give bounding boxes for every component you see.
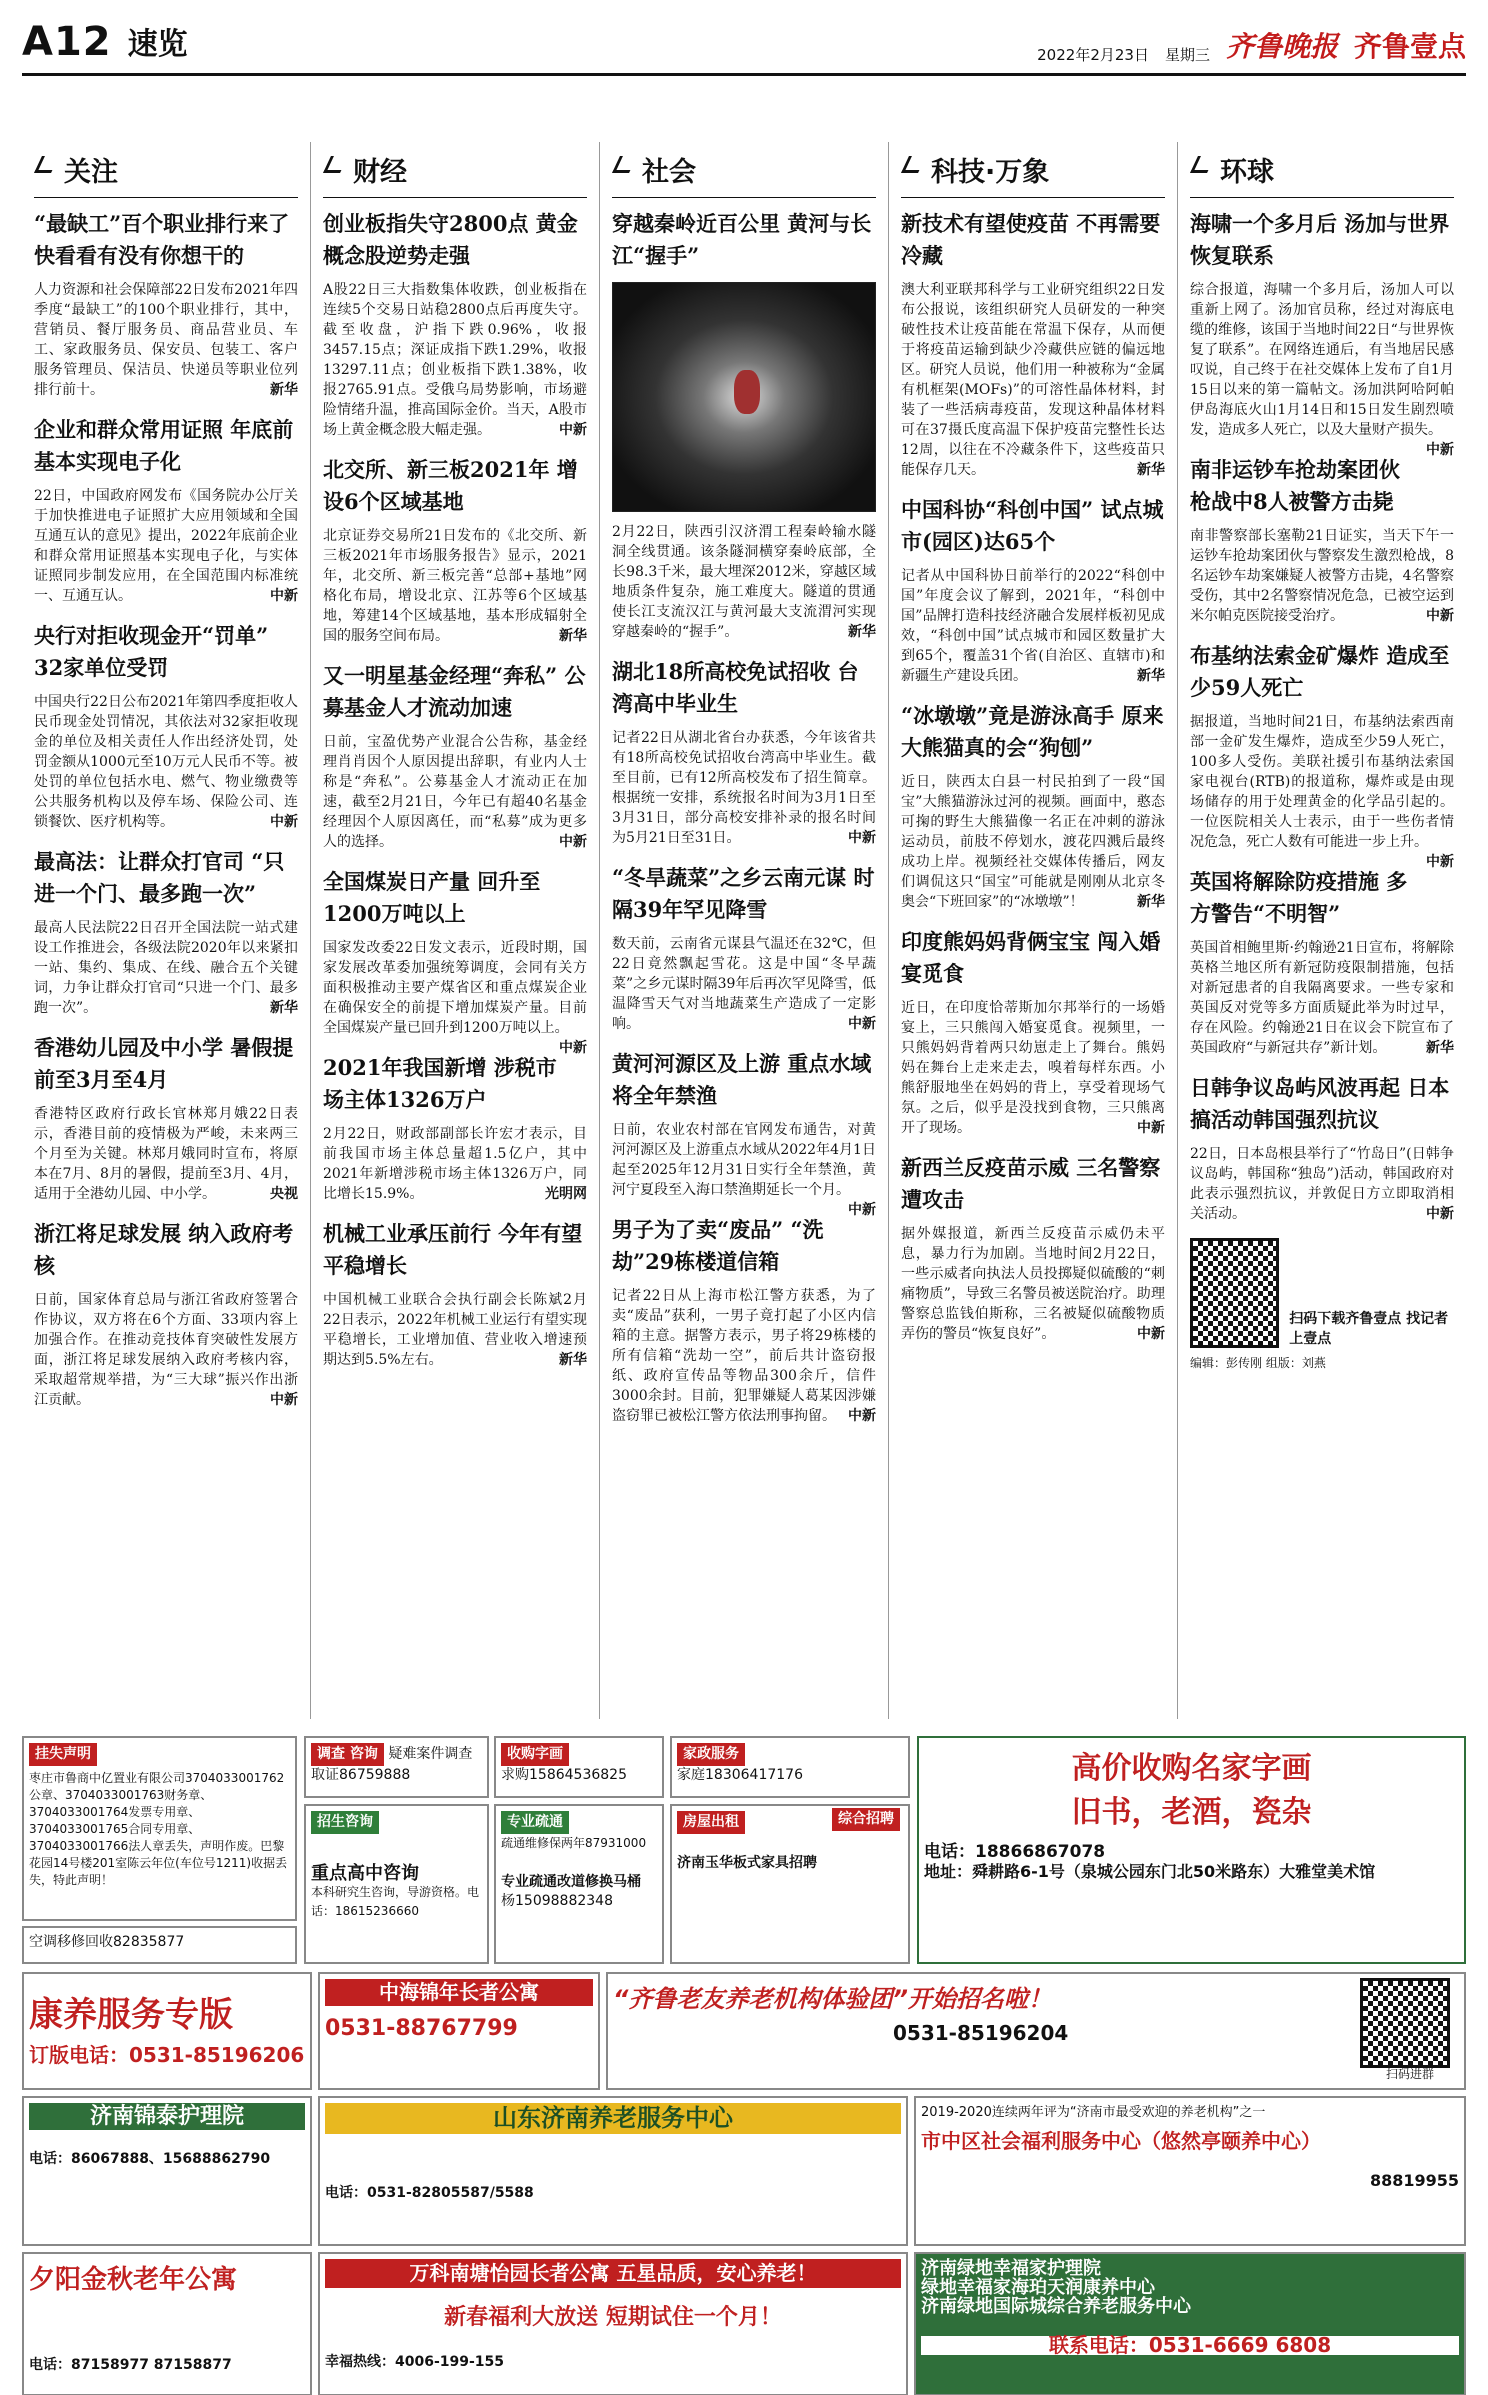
article-source: 中新 — [1426, 854, 1454, 870]
article-source: 中新 — [559, 422, 587, 438]
page-number: A12 — [22, 19, 112, 65]
article[interactable] — [1190, 454, 1454, 626]
article-text: 记者22日从上海市松江警方获悉，为了卖“废品”获利，一男子竟打起了小区内信箱的主意。据警方表示，男子将29栋楼的所有信箱“洗劫一空”，前后共计盗窃报纸、政府宣传品等物品300余斤，信件3000余封。目前，犯罪嫌疑人葛某因涉嫌盗窃罪已被松江警方依法刑事拘留。 — [612, 1288, 876, 1424]
brand-logo-2: 齐鲁壹点 — [1353, 30, 1466, 63]
welfare-ad: 2019-2020连续两年评为“济南市最受欢迎的养老机构”之一 市中区社会福利服务中心（悠然亭颐养中心） 88819955 — [914, 2096, 1466, 2246]
column-2 — [311, 142, 600, 1719]
article-text: 澳大利亚联邦科学与工业研究组织22日发布公报说，该组织研究人员研发的一种突破性技术让疫苗能在常温下保存，从而便于将疫苗运输到缺少冷藏供应链的偏远地区。研究人员说，他们用一种被称为“金属有机框架(MOFs)”的可溶性晶体材料，封装了一些活病毒疫苗，发现这种晶体材料可在37摄氏度高温下保护疫苗完整性长达12周，以往在不冷藏条件下，这些疫苗只能保存几天。 — [901, 282, 1165, 478]
article-text: 据报道，当地时间21日，布基纳法索西南部一金矿发生爆炸，造成至少59人死亡，100多人受伤。美联社援引布基纳法索国家电视台(RTB)的报道称，爆炸或是由现场储存的用于处理黄金的化学品引起的。一位医院相关人士表示，由于一些伤者情况危急，死亡人数有可能进一步上升。 — [1190, 714, 1454, 850]
article[interactable] — [323, 454, 587, 646]
article[interactable] — [1190, 208, 1454, 458]
article-headline[interactable]: 布基纳法索金矿爆炸 造成至少59人死亡 — [1190, 643, 1450, 700]
article-text: 记者从中国科协日前举行的2022“科创中国”年度会议了解到，2021年，“科创中国”品牌打造科技经济融合发展样板初见成效，“科创中国”试点城市和园区数量扩大到65个，覆盖31个省(自治区、直辖市)和新疆生产建设兵团。 — [901, 568, 1165, 684]
article-source: 中新 — [848, 830, 876, 846]
article-source: 新华 — [559, 1352, 587, 1368]
ads-section — [22, 1736, 1466, 2395]
jintai-ad: 济南锦泰护理院 电话：86067888、15688862790 — [22, 2096, 312, 2246]
purchase-ad: 收购字画 求购15864536825 — [494, 1736, 664, 1798]
article-columns — [22, 142, 1466, 1719]
article-headline[interactable]: “最缺工”百个职业排行来了 快看看有没有你想干的 — [34, 211, 290, 268]
article-text: 2月22日，陕西引汉济渭工程秦岭输水隧洞全线贯通。该条隧洞横穿秦岭底部，全长98.3千米，最大埋深2012米，穿越区域地质条件复杂，施工难度大。隧道的贯通使长江支流汉江与黄河最大支流渭河实现穿越秦岭的“握手”。 — [612, 524, 876, 640]
article-headline[interactable]: 香港幼儿园及中小学 暑假提前至3月至4月 — [34, 1035, 294, 1092]
vanke-ad: 万科南塘怡园长者公寓 五星品质，安心养老！ 新春福利大放送 短期试住一个月！ 幸福热线：4006-199-155 — [318, 2252, 908, 2395]
article[interactable] — [612, 1048, 876, 1218]
article-body — [612, 1120, 876, 1218]
jinxiu-ad: 中海锦年长者公寓 0531-88767799 — [318, 1972, 600, 2090]
article-text: 南非警察部长塞勒21日证实，当天下午一运钞车抢劫案团伙与警察发生激烈枪战，8名运钞车劫案嫌疑人被警方击毙，4名警察受伤，其中2名警察情况危急，已被空运到米尔帕克医院接受治疗。 — [1190, 528, 1454, 624]
column-1 — [22, 142, 311, 1719]
article-text: 人力资源和社会保障部22日发布2021年四季度“最缺工”的100个职业排行，其中，营销员、餐厅服务员、商品营业员、车工、家政服务员、保安员、包装工、客户服务管理员、保洁员、快递员等职业位列排行前十。 — [34, 282, 298, 398]
house-ad: 房屋出租 济南玉华板式家具招聘 综合招聘 — [670, 1804, 910, 1964]
column-4 — [889, 142, 1178, 1719]
article-body — [323, 1124, 587, 1204]
article-source: 中新 — [1426, 1206, 1454, 1222]
article-headline[interactable]: 创业板指失守2800点 黄金概念股逆势走强 — [323, 211, 578, 268]
issue-date: 2022年2月23日 — [1037, 46, 1149, 64]
article-text: 日前，宝盈优势产业混合公告称，基金经理肖肖因个人原因提出辞职，有业内人士称是“奔私”。公募基金人才流动正在加速，截至2月21日，今年已有超40名基金经理因个人原因离任，而“私募”成为更多人的选择。 — [323, 734, 587, 850]
greenland-ad: 济南绿地幸福家护理院 绿地幸福家海珀天润康养中心 济南绿地国际城综合养老服务中心 联系电话：0531-6669 6808 — [914, 2252, 1466, 2395]
article[interactable] — [612, 1214, 876, 1426]
article-headline[interactable]: 又一明星基金经理“奔私” 公募基金人才流动加速 — [323, 663, 586, 720]
article-text: 国家发改委22日发文表示，近段时期，国家发展改革委加强统筹调度，会同有关方面积极推动主要产煤省区和重点煤炭企业在确保安全的前提下增加煤炭产量。目前全国煤炭产量已回升到1200万吨以上。 — [323, 940, 587, 1036]
article-headline[interactable]: 南非运钞车抢劫案团伙 枪战中8人被警方击毙 — [1190, 457, 1400, 514]
article[interactable] — [901, 700, 1165, 912]
article-headline[interactable]: 央行对拒收现金开“罚单” 32家单位受罚 — [34, 623, 269, 680]
article-body — [34, 486, 298, 606]
article-text: 2月22日，财政部副部长许宏才表示，目前我国市场主体总量超1.5亿户，其中2021年新增涉税市场主体1326万户，同比增长15.9%。 — [323, 1126, 587, 1202]
article-body — [1190, 280, 1454, 458]
article-body — [323, 1290, 587, 1370]
section-title: 环球 — [1190, 142, 1454, 198]
article-text: 综合报道，海啸一个多月后，汤加人可以重新上网了。汤加官员称，经过对海底电缆的维修，该国于当地时间22日“与世界恢复了联系”。在网络连通后，有当地居民感叹说，自己终于在社交媒体上发布了自1月15日以来的第一篇帖文。汤加洪阿哈阿帕伊岛海底火山1月14日和15日发生剧烈喷发，造成多人死亡，以及大量财产损失。 — [1190, 282, 1454, 438]
article-body — [1190, 712, 1454, 870]
article-headline[interactable]: 新技术有望使疫苗 不再需要冷藏 — [901, 211, 1161, 268]
article-text: 记者22日从湖北省台办获悉，今年该省共有18所高校免试招收台湾高中毕业生。截至目前，已有12所高校发布了招生简章。根据统一安排，系统报名时间为3月1日至3月31日，部分高校安排补录的报名时间为5月21日至31日。 — [612, 730, 876, 846]
article-body — [901, 1224, 1165, 1344]
article-text: 日前，农业农村部在官网发布通告，对黄河河源区及上游重点水域从2022年4月1日起至2025年12月31日实行全年禁渔，黄河宁夏段至入海口禁渔期延长一个月。 — [612, 1122, 876, 1198]
article-source: 新华 — [1137, 668, 1165, 684]
article-headline[interactable]: 男子为了卖“废品” “洗劫”29栋楼道信箱 — [612, 1217, 824, 1274]
article-source: 新华 — [1426, 1040, 1454, 1056]
article-body — [612, 934, 876, 1034]
brand-logo: 齐鲁晚报 — [1225, 30, 1338, 63]
article-text: 中国央行22日公布2021年第四季度拒收人民币现金处罚情况，其依法对32家拒收现金的单位及相关责任人作出经济处罚，处罚金额从1000元至10万元人民币不等。被处罚的单位包括水电、燃气、物业缴费等公共服务机构以及停车场、保险公司、连锁餐饮、医疗机构等。 — [34, 694, 298, 830]
article-body — [1190, 938, 1454, 1058]
article-body — [34, 692, 298, 832]
article-source: 新华 — [848, 624, 876, 640]
article-text: 中国机械工业联合会执行副会长陈斌2月22日表示，2022年机械工业运行有望实现平稳增长，工业增加值、营业收入增速预期达到5.5%左右。 — [323, 1292, 587, 1368]
article-source: 中新 — [270, 588, 298, 604]
article[interactable] — [323, 866, 587, 1056]
article[interactable] — [1190, 866, 1454, 1058]
shandong-ad: 山东济南养老服务中心 电话：0531-82805587/5588 — [318, 2096, 908, 2246]
article-body — [34, 918, 298, 1018]
article-body — [323, 938, 587, 1056]
article-source: 中新 — [848, 1016, 876, 1032]
article-body — [901, 772, 1165, 912]
section-title: 科技·万象 — [901, 142, 1165, 198]
article-headline[interactable]: 英国将解除防疫措施 多方警告“不明智” — [1190, 869, 1408, 926]
notice-title: 挂失声明 — [29, 1743, 97, 1766]
article-body — [34, 1290, 298, 1410]
article[interactable] — [34, 620, 298, 832]
article-source: 新华 — [1137, 462, 1165, 478]
article-text: 22日，日本岛根县举行了“竹岛日”(日韩争议岛屿，韩国称“独岛”)活动，韩国政府对此表示强烈抗议，并敦促日方立即取消相关活动。 — [1190, 1146, 1454, 1222]
article[interactable] — [1190, 640, 1454, 870]
tutor-ad: 招生咨询 重点高中咨询 本科研究生咨询，导游资格。电话：18615236660 — [304, 1804, 489, 1964]
article[interactable] — [612, 208, 876, 642]
article-source: 中新 — [559, 1040, 587, 1056]
article-headline[interactable]: “冬旱蔬菜”之乡云南元谋 时隔39年罕见降雪 — [612, 865, 875, 922]
article-headline[interactable]: 企业和群众常用证照 年底前基本实现电子化 — [34, 417, 294, 474]
article-source: 新华 — [559, 628, 587, 644]
article[interactable] — [323, 1052, 587, 1204]
article[interactable] — [34, 414, 298, 606]
dredge-ad: 专业疏通 疏通维修保两年87931000 专业疏通改道修换马桶 杨15098882348 — [494, 1804, 664, 1964]
article[interactable] — [901, 494, 1165, 686]
article-headline[interactable]: 海啸一个多月后 汤加与世界恢复联系 — [1190, 211, 1450, 268]
investigate-ad: 调查 咨询 疑难案件调查 取证86759888 — [304, 1736, 489, 1798]
article-body — [323, 280, 587, 440]
article[interactable] — [901, 1152, 1165, 1344]
article-body — [1190, 1144, 1454, 1224]
elderly-title-ad: 康养服务专版 订版电话：0531-85196206 — [22, 1972, 312, 2090]
tunnel-photo — [612, 282, 876, 512]
article-source: 央视 — [270, 1186, 298, 1202]
article-body — [901, 998, 1165, 1138]
section-title: 财经 — [323, 142, 587, 198]
page-title: 速览 — [127, 27, 188, 62]
notice-ad — [22, 1736, 297, 1921]
article-body — [34, 1104, 298, 1204]
qr-code-icon[interactable] — [1360, 1978, 1450, 2068]
transfer-ad: 空调移修回收82835877 — [22, 1926, 297, 1964]
article-body — [34, 280, 298, 400]
article-text: 最高人民法院22日召开全国法院一站式建设工作推进会，各级法院2020年以来紧扣一站、集约、集成、在线、融合五个关键词，力争让群众打官司“只进一个门、最多跑一次”。 — [34, 920, 298, 1016]
article[interactable] — [1190, 1072, 1454, 1224]
article-headline[interactable]: 中国科协“科创中国” 试点城市(园区)达65个 — [901, 497, 1164, 554]
article-text: 北京证券交易所21日发布的《北交所、新三板2021年市场服务报告》显示，2021年，北交所、新三板完善“总部+基地”网格化布局，增设北京、江苏等6个区域基地，筹建14个区域基地，基本形成辐射全国的服务空间布局。 — [323, 528, 587, 644]
article[interactable] — [323, 1218, 587, 1370]
article[interactable] — [901, 926, 1165, 1138]
article-text: 22日，中国政府网发布《国务院办公厅关于加快推进电子证照扩大应用领域和全国互通互认的意见》提出，2022年底前企业和群众常用证照基本实现电子化，与实体证照同步制发应用，在全国范围内标准统一、互通互认。 — [34, 488, 298, 604]
article-text: 英国首相鲍里斯·约翰逊21日宣布，将解除英格兰地区所有新冠防疫限制措施，包括对新冠患者的自我隔离要求。一些专家和英国反对党等多方面质疑此举为时过早，存在风险。约翰逊21日在议会下院宣布了英国政府“与新冠共存”新计划。 — [1190, 940, 1454, 1056]
article-source: 新华 — [270, 1000, 298, 1016]
article-source: 中新 — [848, 1202, 876, 1218]
article-body — [612, 522, 876, 642]
article-source: 中新 — [1426, 608, 1454, 624]
column-3 — [600, 142, 889, 1719]
article-headline[interactable]: 湖北18所高校免试招收 台湾高中毕业生 — [612, 659, 859, 716]
article-source: 中新 — [1426, 442, 1454, 458]
page-header — [22, 18, 1466, 76]
column-5 — [1178, 142, 1466, 1719]
article-headline[interactable]: 浙江将足球发展 纳入政府考核 — [34, 1221, 294, 1278]
article-headline[interactable]: 穿越秦岭近百公里 黄河与长江“握手” — [612, 211, 872, 268]
article-headline[interactable]: 最高法：让群众打官司 “只进一个门、最多跑一次” — [34, 849, 285, 906]
article-source: 新华 — [270, 382, 298, 398]
article[interactable] — [901, 208, 1165, 480]
article-headline[interactable]: 日韩争议岛屿风波再起 日本搞活动韩国强烈抗议 — [1190, 1075, 1450, 1132]
article-body — [323, 732, 587, 852]
article[interactable] — [34, 846, 298, 1018]
section-title: 关注 — [34, 142, 298, 198]
section-title: 社会 — [612, 142, 876, 198]
article-source: 新华 — [1137, 894, 1165, 910]
article-headline[interactable]: 黄河河源区及上游 重点水域将全年禁渔 — [612, 1051, 872, 1108]
article-text: 日前，国家体育总局与浙江省政府签署合作协议，双方将在6个方面、33项内容上加强合作。在推动竞技体育突破性发展方面，浙江将足球发展纳入政府考核内容，采取超常规举措，为“三大球”振兴作出浙江贡献。 — [34, 1292, 298, 1408]
article-text: 近日，在印度恰蒂斯加尔邦举行的一场婚宴上，三只熊闯入婚宴觅食。视频里，一只熊妈妈背着两只幼崽走上了舞台。熊妈妈在舞台上走来走去，嗅着每样东西。小熊舒服地坐在妈妈的背上，享受着现场气氛。之后，似乎是没找到食物，三只熊离开了现场。 — [901, 1000, 1165, 1136]
article-headline[interactable]: 全国煤炭日产量 回升至1200万吨以上 — [323, 869, 541, 926]
article-source: 中新 — [559, 834, 587, 850]
article-headline[interactable]: 机械工业承压前行 今年有望平稳增长 — [323, 1221, 583, 1278]
article-text: 数天前，云南省元谋县气温还在32℃，但22日竟然飘起雪花。这是中国“冬早蔬菜”之乡元谋时隔39年后再次罕见降雪，低温降雪天气对当地蔬菜生产造成了一定影响。 — [612, 936, 876, 1032]
article-text: 据外媒报道，新西兰反疫苗示威仍未平息，暴力行为加剧。当地时间2月22日，一些示威者向执法人员投掷疑似硫酸的“刺痛物质”，导致三名警员被送院治疗。助理警察总监钱伯斯称，三名被疑似硫酸物质弄伤的警员“恢复良好”。 — [901, 1226, 1165, 1342]
sunset-ad: 夕阳金秋老年公寓 电话：87158977 87158877 — [22, 2252, 312, 2395]
article[interactable] — [34, 1218, 298, 1410]
notice-body: 枣庄市鲁商中亿置业有限公司3704033001762公章、3704033001763财务章、3704033001764发票专用章、3704033001765合同专用章、3704033001766法人章丢失，声明作废。巴黎花园14号楼201室陈云年位(车位号1211)收据丢失，特此声明！ — [29, 1771, 288, 1887]
calligraphy-ad: 高价收购名家字画 旧书，老酒，瓷杂 电话：18866867078 地址：舜耕路6-1号（泉城公园东门北50米路东）大雅堂美术馆 — [917, 1736, 1466, 1964]
article[interactable] — [34, 1032, 298, 1204]
qr-caption: 扫码下载齐鲁壹点 找记者 上壹点 — [1289, 1311, 1449, 1347]
newspaper-page — [0, 18, 1488, 2395]
article-source: 中新 — [1137, 1326, 1165, 1342]
article-body — [901, 566, 1165, 686]
article-headline[interactable]: 印度熊妈妈背俩宝宝 闯入婚宴觅食 — [901, 929, 1161, 986]
article[interactable] — [34, 208, 298, 400]
article-text: 香港特区政府行政长官林郑月娥22日表示，香港目前的疫情极为严峻，未来两三个月至为关键。林郑月娥同时宣布，将原本在7月、8月的暑假，提前至3月、4月，适用于全港幼儿园、中小学。 — [34, 1106, 298, 1202]
article-headline[interactable]: 2021年我国新增 涉税市场主体1326万户 — [323, 1055, 557, 1112]
article[interactable] — [612, 656, 876, 848]
article[interactable] — [612, 862, 876, 1034]
article-headline[interactable]: “冰墩墩”竟是游泳高手 原来大熊猫真的会“狗刨” — [901, 703, 1164, 760]
qr-code-icon[interactable] — [1190, 1238, 1279, 1348]
article-source: 中新 — [848, 1408, 876, 1424]
article-headline[interactable]: 北交所、新三板2021年 增设6个区域基地 — [323, 457, 578, 514]
editor-credit: 编辑：彭传刚 组版：刘燕 — [1190, 1356, 1326, 1370]
article-source: 中新 — [270, 1392, 298, 1408]
article-body — [323, 526, 587, 646]
article-text: 近日，陕西太白县一村民拍到了一段“国宝”大熊猫游泳过河的视频。画面中，憨态可掬的野生大熊猫像一名正在冲刺的游泳运动员，前肢不停划水，渡花四溅后最终成功上岸。视频经社交媒体传播后，网友们调侃这只“国宝”可能就是刚刚从北京冬奥会“下班回家”的“冰墩墩”！ — [901, 774, 1165, 910]
article-body — [901, 280, 1165, 480]
article-source: 光明网 — [545, 1186, 587, 1202]
article-source: 中新 — [270, 814, 298, 830]
article[interactable] — [323, 660, 587, 852]
article-body — [612, 728, 876, 848]
article-headline[interactable]: 新西兰反疫苗示威 三名警察遭攻击 — [901, 1155, 1161, 1212]
article-source: 中新 — [1137, 1120, 1165, 1136]
article-body — [1190, 526, 1454, 626]
article-body — [612, 1286, 876, 1426]
article[interactable] — [323, 208, 587, 440]
experience-ad: “齐鲁老友养老机构体验团”开始招名啦！ 0531-85196204 扫码进群 — [606, 1972, 1466, 2090]
housekeeping-ad: 家政服务 家庭18306417176 — [670, 1736, 910, 1798]
weekday: 星期三 — [1164, 46, 1210, 64]
article-text: A股22日三大指数集体收跌，创业板指在连续5个交易日站稳2800点后再度失守。截至收盘，沪指下跌0.96%，收报3457.15点；深证成指下跌1.29%，收报13297.11点；创业板指下跌1.38%，收报2765.91点。受俄乌局势影响，市场避险情绪升温，推高国际金价。当天，A股市场上黄金概念股大幅走强。 — [323, 282, 587, 438]
